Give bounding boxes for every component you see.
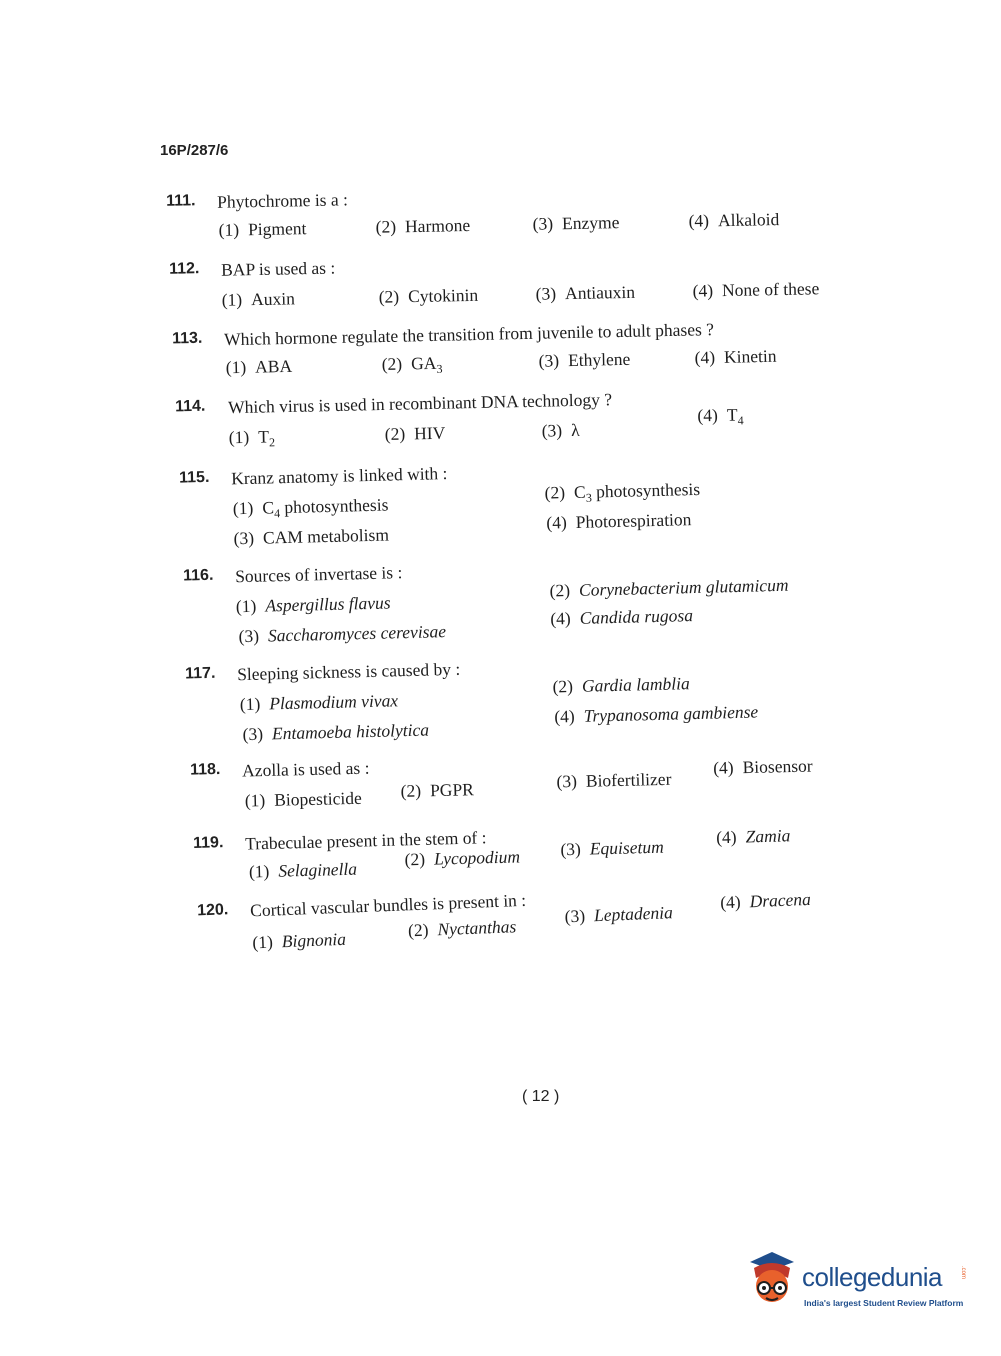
question-117 bbox=[0, 646, 1001, 745]
question-number: 111. bbox=[165, 192, 196, 210]
question-text: Which virus is used in recombinant DNA technology ? bbox=[227, 389, 613, 418]
option-1: (1) Biopesticide bbox=[244, 787, 362, 811]
option-3: (3) Ethylene bbox=[538, 348, 631, 371]
option-4: (4) Zamia bbox=[715, 825, 791, 848]
question-number: 119. bbox=[192, 834, 224, 852]
option-3: (3) λ bbox=[541, 419, 580, 441]
question-number: 112. bbox=[168, 260, 200, 278]
question-number: 117. bbox=[184, 664, 216, 683]
brand-com: .com bbox=[960, 1266, 966, 1280]
option-4: (4) Dracena bbox=[719, 888, 812, 913]
option-2: (2) Gardia lamblia bbox=[552, 673, 690, 697]
option-4: (4) Photorespiration bbox=[546, 509, 692, 533]
option-2: (2) PGPR bbox=[400, 779, 475, 801]
option-4: (4) Candida rugosa bbox=[550, 605, 694, 629]
option-1: (1) $C_4$ photosynthesis bbox=[232, 494, 389, 521]
option-2: (2) Harmone bbox=[375, 214, 471, 237]
option-2: (2) $GA_3$ bbox=[381, 352, 443, 376]
question-number: 113. bbox=[171, 329, 203, 348]
option-4: (4) Trypanosoma gambiense bbox=[554, 701, 759, 727]
option-4: (4) Kinetin bbox=[694, 345, 777, 368]
option-3: (3) Enzyme bbox=[532, 212, 620, 234]
option-4: (4) None of these bbox=[692, 278, 820, 301]
option-2: (2) Lycopodium bbox=[404, 846, 521, 870]
option-3: (3) Biofertilizer bbox=[556, 768, 672, 792]
option-4: (4) Biosensor bbox=[712, 755, 813, 778]
option-1: (1) Selaginella bbox=[248, 858, 358, 882]
question-text: Which hormone regulate the transition from juvenile to adult phases ? bbox=[223, 319, 715, 350]
question-number: 114. bbox=[174, 397, 206, 416]
option-4: (4) $T_4$ bbox=[697, 404, 744, 428]
question-text: Kranz anatomy is linked with : bbox=[230, 463, 448, 489]
option-1: (1) Auxin bbox=[221, 288, 296, 310]
question-text: Azolla is used as : bbox=[241, 757, 370, 781]
option-3: (3) Saccharomyces cerevisae bbox=[238, 621, 447, 647]
option-4: (4) Alkaloid bbox=[688, 209, 780, 231]
option-3: (3) Leptadenia bbox=[564, 902, 674, 927]
option-1: (1) Plasmodium vivax bbox=[239, 690, 399, 715]
paper-code: 16P/287/6 bbox=[160, 142, 229, 159]
option-3: (3) Entamoeba histolytica bbox=[242, 719, 430, 745]
question-text: Sleeping sickness is caused by : bbox=[236, 658, 461, 685]
question-number: 120. bbox=[196, 901, 229, 920]
option-3: (3) CAM metabolism bbox=[233, 524, 390, 549]
question-number: 115. bbox=[178, 468, 210, 487]
brand-name: collegedunia bbox=[802, 1262, 943, 1292]
question-text: Sources of invertase is : bbox=[234, 562, 403, 587]
collegedunia-logo[interactable] bbox=[742, 1248, 972, 1318]
option-1: (1) ABA bbox=[225, 355, 293, 378]
option-2: (2) HIV bbox=[384, 422, 446, 444]
option-1: (1) $T_2$ bbox=[228, 426, 276, 450]
option-1: (1) Aspergillus flavus bbox=[235, 592, 391, 617]
brand-tagline: India's largest Student Review Platform bbox=[804, 1298, 964, 1308]
question-116 bbox=[0, 548, 1001, 647]
option-2: (2) Cytokinin bbox=[378, 284, 479, 307]
question-text: BAP is used as : bbox=[220, 257, 336, 280]
option-1: (1) Bignonia bbox=[252, 928, 347, 953]
option-1: (1) Pigment bbox=[218, 218, 307, 240]
option-2: (2) Corynebacterium glutamicum bbox=[549, 574, 789, 601]
question-text: Phytochrome is a : bbox=[216, 189, 349, 212]
mascot-icon bbox=[742, 1248, 802, 1312]
question-number: 118. bbox=[189, 761, 221, 779]
option-2: (2) $C_3$ photosynthesis bbox=[544, 478, 701, 505]
option-3: (3) Antiauxin bbox=[535, 281, 636, 304]
page-number: ( 12 ) bbox=[522, 1088, 560, 1105]
option-2: (2) Nyctanthas bbox=[407, 916, 517, 941]
question-text: Cortical vascular bundles is present in : bbox=[249, 889, 527, 921]
option-3: (3) Equisetum bbox=[560, 836, 664, 860]
question-number: 116. bbox=[182, 566, 214, 585]
question-text: Trabeculae present in the stem of : bbox=[244, 827, 487, 854]
